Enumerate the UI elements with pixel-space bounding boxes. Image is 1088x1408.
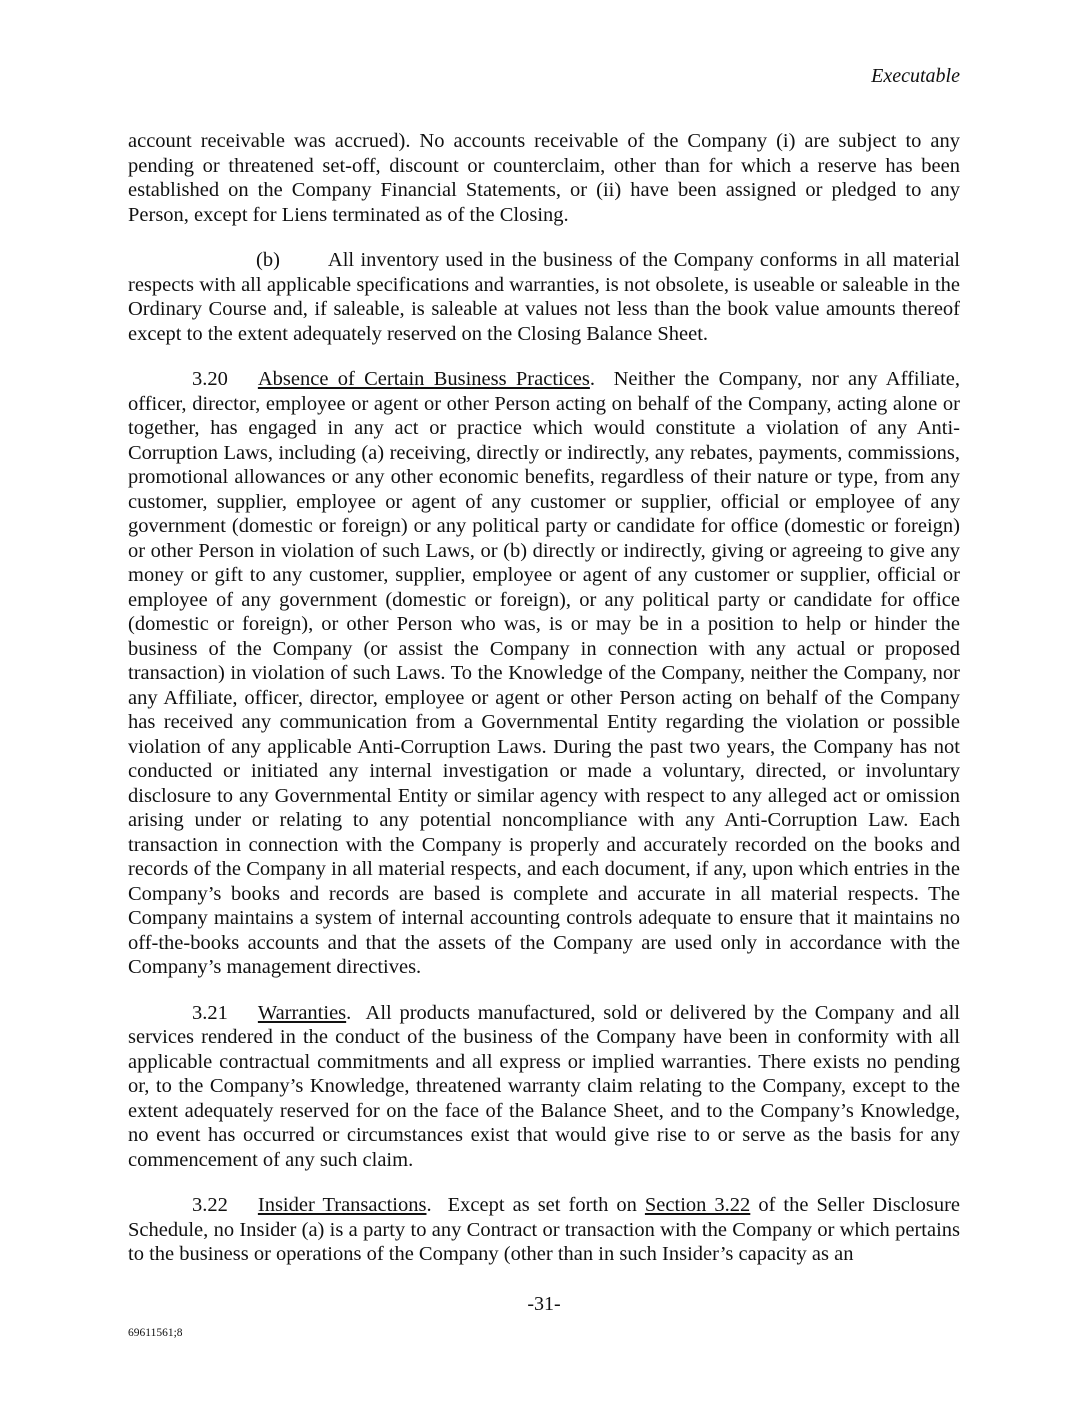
section-text-after: of the Seller Disclosure Schedule, no Insider (a) is a party to any Contract or transaction with the Company or which pertains to the business or operations of the Company (other than in such Insider’s capacity as an (128, 1194, 961, 1265)
document-id: 69611561;8 (128, 1327, 183, 1339)
paragraph-accounts-receivable (128, 129, 960, 227)
document-body (128, 129, 960, 1288)
paragraph-text: All inventory used in the business of the Company conforms in all material respects with all applicable specifications and warranties, is not obsolete, is useable or saleable in the Ordinary Course and, if saleable, is saleable at values not less than the book value amounts thereof except to the extent adequately reserved on the Closing Balance Sheet. (128, 249, 960, 345)
section-text: All products manufactured, sold or delivered by the Company and all services rendered in the conduct of the business of the Company have been in conformity with all applicable contractual commitments and all express or implied warranties. There exists no pending or, to the Company’s Knowledge, threatened warranty claim relating to the Company, except to the extent adequately reserved for on the face of the Balance Sheet, and to the Company’s Knowledge, no event has occurred or circumstances exist that would give rise to or serve as the basis for any commencement of any such claim. (128, 1001, 960, 1171)
section-text-before: Except as set forth on (447, 1194, 637, 1216)
subsection-marker: (b) (256, 249, 280, 271)
section-3-21: 3.21 Warranties. All products manufactured, sold or delivered by the Company and all services rendered in the conduct of the business of the Company have been in conformity with all applicable contractual commitments and all express or implied warranties. There exists no pending or, to the Company’s Knowledge, threatened warranty claim relating to the Company, except to the extent adequately reserved for on the face of the Balance Sheet, and to the Company’s Knowledge, no event has occurred or circumstances exist that would give rise to or serve as the basis for any commencement of any such claim. (128, 1001, 960, 1171)
section-heading: Warranties (257, 1001, 347, 1024)
section-3-22: 3.22 Insider Transactions. Except as set forth on Section 3.22 of the Seller Disclosure Schedule, no Insider (a) is a party to any Contract or transaction with the Company or which pertains to the business or operations of the Company (other than in such Insider’s capacity as an (128, 1194, 961, 1265)
document-status-label: Executable (871, 65, 960, 87)
section-heading: Insider Transactions (257, 1194, 427, 1216)
section-3-20: 3.20 Absence of Certain Business Practices. Neither the Company, nor any Affiliate, officer, director, employee or agent or other Person acting on behalf of the Company, acting alone or together, has engaged in any act or practice which would constitute a violation of any Anti-Corruption Laws, including (a) receiving, directly or indirectly, any rebates, payments, commissions, promotional allowances or any other economic benefits, regardless of their nature or type, from any customer, supplier, employee or agent of any customer or supplier, official or employee of any government (domestic or foreign) or any political party or candidate for office (domestic or foreign) or other Person in violation of such Laws, or (b) directly or indirectly, giving or agreeing to give any money or gift to any customer, supplier, employee or agent of any customer or supplier, official or employee of any government (domestic or foreign), or any political party or candidate for office (domestic or foreign), or other Person who was, is or may be in a position to help or hinder the business of the Company (or assist the Company in connection with any actual or proposed transaction) in violation of such Laws. To the Knowledge of the Company, neither the Company, nor any Affiliate, officer, director, employee or agent or other Person acting on behalf of the Company has received any communication from a Governmental Entity regarding the violation or possible violation of any applicable Anti-Corruption Laws. During the past two years, the Company has not conducted or initiated any internal investigation or made a voluntary, directed, or involuntary disclosure to any Governmental Entity or similar agency with respect to any alleged act or omission arising under or relating to any potential noncompliance with any Anti-Corruption Law. Each transaction in connection with the Company is properly and accurately recorded on the books and records of the Company in all material respects, and each document, if any, upon which entries in the Company’s books and records are based is complete and accurate in all material respects. The Company maintains a system of internal accounting controls adequate to ensure that it maintains no off-the-books accounts and that the assets of the Company are used only in accordance with the Company’s management directives. (128, 368, 960, 978)
section-number: 3.20 (192, 368, 228, 390)
section-reference: Section 3.22 (644, 1194, 751, 1216)
section-heading: Absence of Certain Business Practices (257, 368, 590, 390)
section-number: 3.21 (192, 1001, 228, 1024)
paragraph-inventory (128, 248, 960, 346)
page-number: -31- (527, 1293, 561, 1315)
section-text: Neither the Company, nor any Affiliate, officer, director, employee or agent or other Person acting on behalf of the Company, acting alone or together, has engaged in any act or practice which would constitute a violation of any Anti-Corruption Laws, including (a) receiving, directly or indirectly, any rebates, payments, commissions, promotional allowances or any other economic benefits, regardless of their nature or type, from any customer, supplier, employee or agent of any customer or supplier, official or employee of any government (domestic or foreign) or any political party or candidate for office (domestic or foreign) or other Person in violation of such Laws, or (b) directly or indirectly, giving or agreeing to give any money or gift to any customer, supplier, employee or agent of any customer or supplier, official or employee of any government (domestic or foreign), or any political party or candidate for office (domestic or foreign), or other Person who was, is or may be in a position to help or hinder the business of the Company (or assist the Company in connection with any actual or proposed transaction) in violation of such Laws. To the Knowledge of the Company, neither the Company, nor any Affiliate, officer, director, employee or agent or other Person acting on behalf of the Company has received any communication from a Governmental Entity regarding the violation or possible violation of any applicable Anti-Corruption Laws. During the past two years, the Company has not conducted or initiated any internal investigation or made a voluntary, directed, or involuntary disclosure to any Governmental Entity or similar agency with respect to any alleged act or omission arising under or relating to any potential noncompliance with any Anti-Corruption Law. Each transaction in connection with the Company is properly and accurately recorded on the books and records of the Company in all material respects, and each document, if any, upon which entries in the Company’s books and records are based is complete and accurate in all material respects. The Company maintains a system of internal accounting controls adequate to ensure that it maintains no off-the-books accounts and that the assets of the Company are used only in accordance with the Company’s management directives. (128, 368, 960, 978)
section-number: 3.22 (192, 1194, 228, 1216)
paragraph-text: account receivable was accrued). No accounts receivable of the Company (i) are subject to any pending or threatened set-off, discount or counterclaim, other than for which a reserve has been established on the Company Financial Statements, or (ii) have been assigned or pledged to any Person, except for Liens terminated as of the Closing. (128, 130, 960, 226)
